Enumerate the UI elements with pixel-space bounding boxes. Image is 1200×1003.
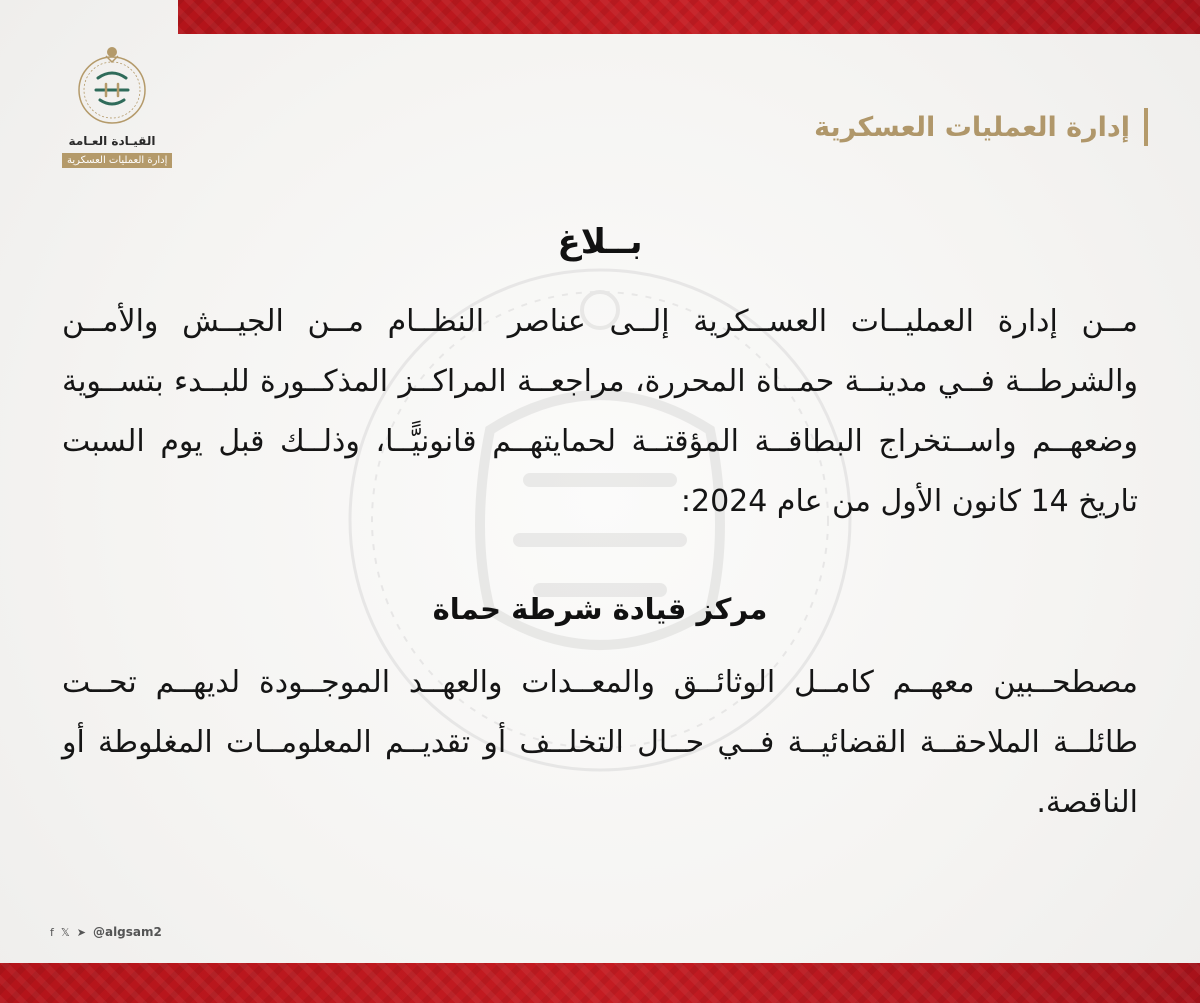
logo-subtitle: إدارة العمليات العسكرية [62,153,172,168]
top-red-band [178,0,1200,34]
social-handle[interactable]: @algsam2 [92,925,162,939]
statement-title: بــلاغ [557,222,643,262]
facebook-icon[interactable]: f [50,925,54,939]
header-title: إدارة العمليات العسكرية [814,111,1130,143]
center-name-heading: مركز قيادة شرطة حماة [432,592,768,626]
social-footer [50,925,162,939]
header-accent-bar [1144,108,1148,146]
page-header [814,107,1148,147]
general-command-emblem-icon [76,44,148,128]
logo-block [62,44,168,168]
bottom-red-band [0,963,1200,1003]
statement-paragraph-1: مــن إدارة العمليــات العســكرية إلــى عناصر النظــام مــن الجيــش والأمــن والشرطــة فــي مدينــة حمــاة المحررة، مراجعــة المراكــز المذكــورة للبــدء بتســوية وضعهــم واســتخراج البطاقــة المؤقتــة لحمايتهــم قانونيًّــا، وذلــك قبل يوم السبت تاريخ 14 كانون الأول من عام 2024: [62,304,1138,519]
logo-title: القيـادة العـامة [68,134,156,148]
telegram-icon[interactable]: ➤ [76,925,86,939]
statement-paragraph-2: مصطحــبين معهــم كامــل الوثائــق والمعــدات والعهــد الموجــودة لديهــم تحــت طائلــة الملاحقــة القضائيــة فــي حــال التخلــف أو تقديــم المعلومــات المغلوطة أو الناقصة. [62,665,1138,820]
x-icon[interactable]: 𝕏 [60,925,70,939]
